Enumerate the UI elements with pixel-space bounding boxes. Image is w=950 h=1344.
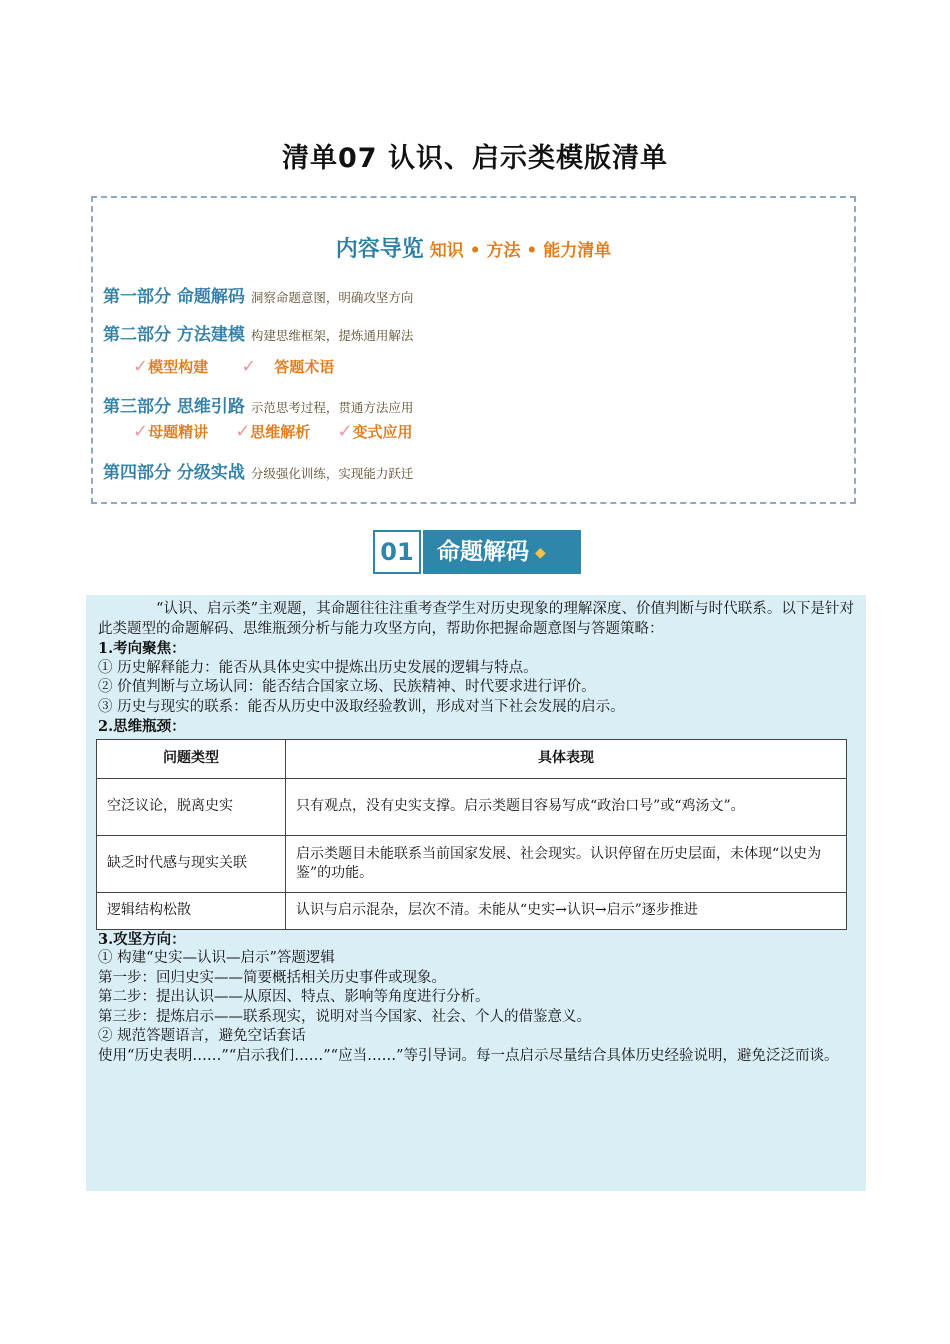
part2-subitems xyxy=(133,356,356,377)
attack-line: 使用“历史表明……”“启示我们……”“应当……”等引导词。每一点启示尽量结合具体历史经验说明，避免泛泛而谈。 xyxy=(98,1047,839,1064)
guide-part-2 xyxy=(103,320,413,345)
document-title: 清单07 认识、启示类模版清单 xyxy=(282,143,668,174)
attack-line: ① 构建“史实—认识—启示”答题逻辑 xyxy=(98,950,335,966)
section-number: 01 xyxy=(373,530,421,574)
check-icon: ✓ xyxy=(241,356,257,377)
part-title: 第四部分 分级实战 xyxy=(103,463,245,483)
table-cell: 启示类题目未能联系当前国家发展、社会现实。认识停留在历史层面，未体现“以史为鉴”的功能。 xyxy=(286,835,847,892)
diamond-icon: ◆ xyxy=(535,544,546,561)
table-header-row xyxy=(97,739,847,778)
part-title: 第三部分 思维引路 xyxy=(103,397,245,417)
part-title: 第二部分 方法建模 xyxy=(103,325,245,345)
check-icon: ✓ xyxy=(337,421,353,442)
guide-heading-sub: 知识 • 方法 • 能力清单 xyxy=(429,241,612,261)
attack-line: 第二步：提出认识——从原因、特点、影响等角度进行分析。 xyxy=(98,989,490,1005)
check-icon: ✓ xyxy=(133,356,149,377)
focus-item: ① 历史解释能力：能否从具体史实中提炼出历史发展的逻辑与特点。 xyxy=(98,659,538,676)
part-desc: 构建思维框架，提炼通用解法 xyxy=(250,328,414,343)
table-row xyxy=(97,835,847,892)
guide-heading xyxy=(93,232,854,263)
table-header: 具体表现 xyxy=(286,739,847,778)
table-cell: 认识与启示混杂，层次不清。未能从“史实→认识→启示”逐步推进 xyxy=(286,892,847,929)
check-icon: ✓ xyxy=(133,421,149,442)
attack-line: 第一步：回归史实——简要概括相关历史事件或现象。 xyxy=(98,969,446,986)
attack-heading: 3.攻坚方向： xyxy=(98,930,186,948)
sub-item: ✓母题精讲 xyxy=(133,421,209,442)
table-cell: 缺乏时代感与现实关联 xyxy=(97,835,286,892)
sub-item: ✓思维解析 xyxy=(235,421,311,442)
section-label: 命题解码 ◆ xyxy=(423,530,581,574)
guide-part-1 xyxy=(103,282,413,307)
attack-line: ② 规范答题语言，避免空话套话 xyxy=(98,1028,306,1044)
intro-paragraph: “认识、启示类”主观题，其命题往往注重考查学生对历史现象的理解深度、价值判断与时代联系。以下是针对此类题型的命题解码、思维瓶颈分析与能力攻坚方向，帮助你把握命题意图与答题策略： xyxy=(98,601,854,637)
focus-item: ③ 历史与现实的联系：能否从历史中汲取经验教训，形成对当下社会发展的启示。 xyxy=(98,698,625,715)
sub-item: ✓模型构建 xyxy=(133,356,209,377)
table-cell: 空泛议论，脱离史实 xyxy=(97,778,286,835)
focus-heading: 1.考向聚焦： xyxy=(98,640,186,657)
check-icon: ✓ xyxy=(235,421,251,442)
table-row xyxy=(97,892,847,929)
section-badge xyxy=(373,530,581,574)
content-guide-box xyxy=(91,196,856,504)
sub-item: ✓ 答题术语 xyxy=(241,356,335,377)
part-title: 第一部分 命题解码 xyxy=(103,287,245,307)
table-cell: 逻辑结构松散 xyxy=(97,892,286,929)
table-row xyxy=(97,778,847,835)
part-desc: 分级强化训练，实现能力跃迁 xyxy=(250,466,414,481)
attack-line: 第三步：提炼启示——联系现实，说明对当今国家、社会、个人的借鉴意义。 xyxy=(98,1008,591,1025)
bottleneck-table xyxy=(96,739,847,930)
bottleneck-heading: 2.思维瓶颈： xyxy=(98,718,186,735)
part-desc: 洞察命题意图，明确攻坚方向 xyxy=(250,290,414,305)
guide-heading-main: 内容导览 xyxy=(335,237,424,262)
focus-item: ② 价值判断与立场认同：能否结合国家立场、民族精神、时代要求进行评价。 xyxy=(98,679,596,695)
decoding-content xyxy=(86,595,866,1191)
guide-part-3 xyxy=(103,392,413,417)
part3-subitems xyxy=(133,421,435,442)
table-cell: 只有观点，没有史实支撑。启示类题目容易写成“政治口号”或“鸡汤文”。 xyxy=(286,778,847,835)
part-desc: 示范思考过程，贯通方法应用 xyxy=(250,400,414,415)
table-header: 问题类型 xyxy=(97,739,286,778)
sub-item: ✓变式应用 xyxy=(337,421,413,442)
guide-part-4 xyxy=(103,458,413,483)
